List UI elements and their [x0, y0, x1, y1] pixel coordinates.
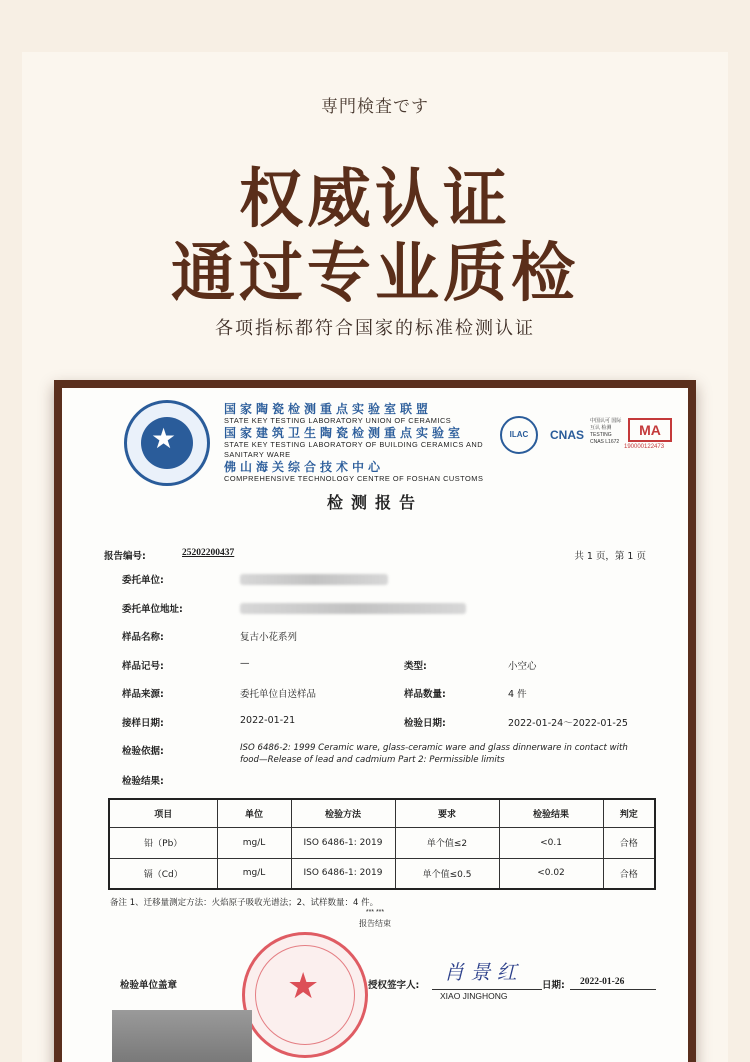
cnas-mark-icon: CNAS: [549, 428, 584, 442]
table-cell: <0.1: [499, 827, 603, 858]
type-label: 类型:: [404, 661, 427, 672]
accreditation-marks: [500, 416, 670, 456]
official-seal-icon: ★: [242, 932, 368, 1058]
test-date-label: 检验日期:: [404, 718, 446, 729]
type-value: 小空心: [508, 661, 537, 672]
table-cell: 铅（Pb）: [109, 827, 217, 858]
org-cn-1: 国家陶瓷检测重点实验室联盟: [224, 402, 433, 416]
receive-date-label: 接样日期:: [122, 718, 164, 729]
table-header-row: [109, 799, 655, 827]
sample-qty-value: 4 件: [508, 689, 527, 700]
sample-mark-label: 样品记号:: [122, 661, 164, 672]
basis-line-1: ISO 6486-2: 1999 Ceramic ware, glass-ceramic ware and glass dinnerware in contact with: [240, 743, 628, 753]
page-info: 共 1 页，第 1 页: [574, 551, 646, 562]
table-row: [109, 827, 655, 858]
headline-line-1: 权威认证: [239, 162, 511, 237]
table-row: [109, 858, 655, 889]
report-no-label: 报告编号:: [104, 551, 146, 562]
sample-name-value: 复古小花系列: [240, 632, 298, 643]
organization-names: [224, 402, 524, 484]
certificate-frame: [54, 380, 696, 1062]
report-no-value: 25202200437: [182, 548, 235, 558]
test-report-document: [62, 388, 688, 1062]
report-title: 检测报告: [326, 493, 423, 512]
sample-source-value: 委托单位自送样品: [240, 689, 317, 700]
subline-text: 各项指标都符合国家的标准检测认证: [215, 318, 535, 339]
table-cell: ISO 6486-1: 2019: [291, 858, 395, 889]
remarks-note: 备注 1、迁移量测定方法：火焰原子吸收光谱法；2、试样数量：4 件。: [110, 898, 379, 908]
redacted-photo-block: [112, 1010, 252, 1062]
client-address-label: 委托单位地址:: [122, 604, 183, 615]
sample-qty-label: 样品数量:: [404, 689, 446, 700]
sample-mark-value: —: [240, 658, 250, 669]
table-cell: 合格: [603, 827, 655, 858]
table-header: 检验方法: [291, 799, 395, 827]
table-header: 单位: [217, 799, 291, 827]
table-cell: ISO 6486-1: 2019: [291, 827, 395, 858]
table-header: 要求: [395, 799, 499, 827]
end-stars: *** ***: [365, 909, 385, 916]
results-table: [108, 798, 656, 890]
signer-line: [432, 989, 542, 990]
test-date-value: 2022-01-24～2022-01-25: [508, 718, 628, 729]
basis-label: 检验依据:: [122, 746, 164, 757]
table-cell: 单个值≤0.5: [395, 858, 499, 889]
table-cell: mg/L: [217, 827, 291, 858]
kicker-text: 専門検査です: [321, 97, 429, 117]
table-cell: 单个值≤2: [395, 827, 499, 858]
ilac-mark-icon: ILAC: [500, 416, 538, 454]
client-label: 委托单位:: [122, 575, 164, 586]
seal-label: 检验单位盖章: [120, 980, 178, 991]
org-en-1: STATE KEY TESTING LABORATORY UNION OF CERAMICS: [224, 416, 452, 425]
org-en-2: STATE KEY TESTING LABORATORY OF BUILDING CERAMICS AND SANITARY WARE: [224, 440, 484, 459]
cnas-authority-text: 中国认可 国际互认 检测 TESTING CNAS L1672: [590, 418, 622, 445]
table-header: 项目: [109, 799, 217, 827]
org-cn-2: 国家建筑卫生陶瓷检测重点实验室: [224, 426, 465, 440]
basis-line-2: food—Release of lead and cadmium Part 2: Permissible limits: [240, 755, 505, 765]
date-label: 日期:: [542, 980, 565, 991]
headline-line-2: 通过专业质检: [171, 236, 579, 311]
org-cn-3: 佛山海关综合技术中心: [224, 460, 385, 474]
handwritten-signature: 肖 景 红: [444, 960, 517, 984]
sample-source-label: 样品来源:: [122, 689, 164, 700]
sample-name-label: 样品名称:: [122, 632, 164, 643]
table-header: 检验结果: [499, 799, 603, 827]
client-address-redacted: [240, 603, 466, 614]
end-of-report: 报告结束: [359, 919, 391, 928]
lab-union-logo-icon: ★: [124, 400, 210, 486]
signer-name: XIAO JINGHONG: [440, 991, 508, 1001]
result-label: 检验结果:: [122, 776, 164, 787]
table-cell: <0.02: [499, 858, 603, 889]
client-value-redacted: [240, 574, 388, 585]
org-en-3: COMPREHENSIVE TECHNOLOGY CENTRE OF FOSHAN CUSTOMS: [224, 474, 484, 483]
signer-label: 授权签字人:: [368, 980, 420, 991]
table-header: 判定: [603, 799, 655, 827]
table-cell: 合格: [603, 858, 655, 889]
cma-number: 190000122473: [624, 444, 665, 450]
table-cell: mg/L: [217, 858, 291, 889]
receive-date-value: 2022-01-21: [240, 715, 296, 726]
cma-mark-icon: MA: [628, 418, 672, 442]
date-line: [570, 989, 656, 990]
date-value: 2022-01-26: [580, 977, 625, 987]
table-cell: 镉（Cd）: [109, 858, 217, 889]
